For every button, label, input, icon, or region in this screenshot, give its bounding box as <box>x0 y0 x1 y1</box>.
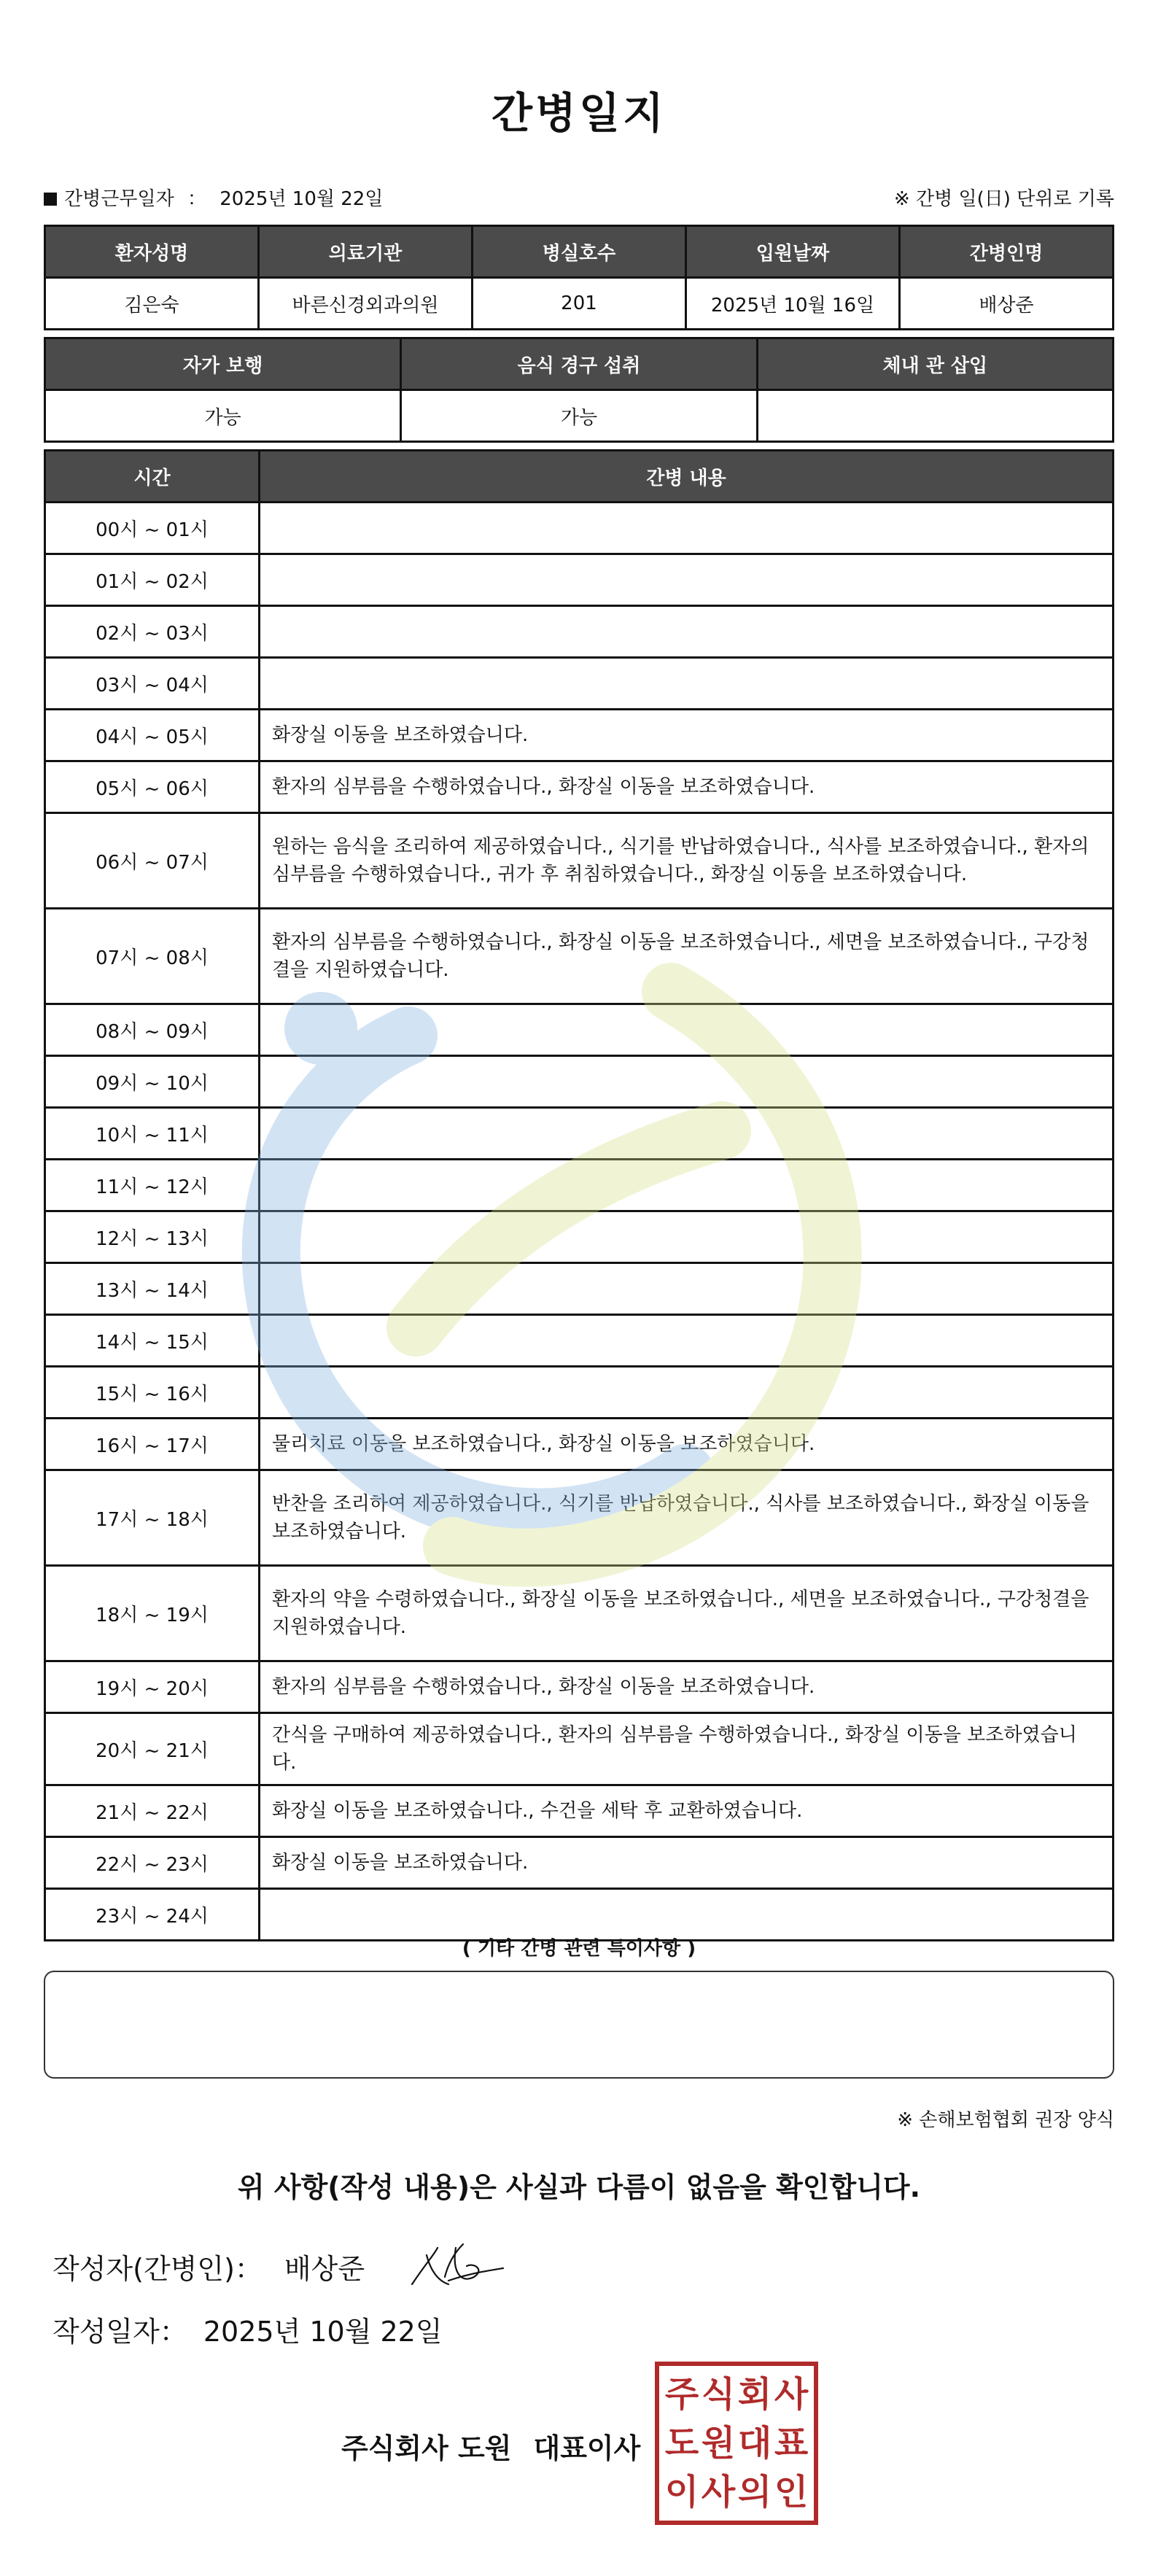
care-log-row <box>45 1004 1114 1056</box>
seal-character: 주 <box>664 2374 699 2416</box>
care-log-time: 23시 ~ 24시 <box>45 1889 260 1941</box>
company-line <box>341 2426 640 2466</box>
patient-status-table <box>44 337 1114 443</box>
care-log-time: 17시 ~ 18시 <box>45 1470 260 1566</box>
care-log-content <box>260 1211 1114 1263</box>
company-seal-stamp <box>655 2362 818 2525</box>
patient-info-table <box>44 225 1114 330</box>
care-log-time: 06시 ~ 07시 <box>45 813 260 909</box>
seal-character: 사 <box>774 2374 809 2416</box>
care-log-content: 원하는 음식을 조리하여 제공하였습니다., 식기를 반납하였습니다., 식사를 보조하였습니다., 환자의 심부름을 수행하였습니다., 귀가 후 취침하였습니다., 화장실 이동을 보조하였습니다. <box>260 813 1114 909</box>
header-oral-intake: 음식 경구 섭취 <box>401 338 757 390</box>
care-log-content <box>260 1367 1114 1419</box>
header-patient-name: 환자성명 <box>45 226 259 278</box>
care-log-content: 환자의 약을 수령하였습니다., 화장실 이동을 보조하였습니다., 세면을 보조하였습니다., 구강청결을 지원하였습니다. <box>260 1566 1114 1661</box>
care-log-content <box>260 1315 1114 1367</box>
oral-intake-status: 가능 <box>401 390 757 442</box>
patient-info-value-row <box>45 278 1114 330</box>
patient-status-value-row <box>45 390 1114 442</box>
care-log-time: 00시 ~ 01시 <box>45 503 260 554</box>
care-log-row <box>45 1889 1114 1941</box>
care-log-content <box>260 1004 1114 1056</box>
walking-status: 가능 <box>45 390 401 442</box>
care-log-content <box>260 554 1114 606</box>
hospital-name: 바른신경외과의원 <box>259 278 473 330</box>
seal-character: 원 <box>701 2422 736 2464</box>
care-log-row <box>45 658 1114 710</box>
writer-label: 작성자(간병인)： <box>53 2253 263 2285</box>
care-log-time: 14시 ~ 15시 <box>45 1315 260 1367</box>
care-log-time: 07시 ~ 08시 <box>45 909 260 1004</box>
care-log-content <box>260 1263 1114 1315</box>
care-log-row <box>45 710 1114 761</box>
care-log-content <box>260 658 1114 710</box>
work-date-separator: ： <box>187 188 206 210</box>
write-date-label: 작성일자： <box>53 2316 187 2348</box>
work-date-line <box>44 184 383 211</box>
care-log-row <box>45 554 1114 606</box>
writer-line <box>53 2246 365 2286</box>
care-log-content <box>260 503 1114 554</box>
care-log-row <box>45 1056 1114 1108</box>
care-log-content <box>260 1889 1114 1941</box>
seal-character: 이 <box>664 2471 699 2513</box>
header-walking: 자가 보행 <box>45 338 401 390</box>
seal-characters <box>664 2370 809 2516</box>
care-log-row <box>45 1785 1114 1837</box>
care-log-row <box>45 1367 1114 1419</box>
care-log-content: 화장실 이동을 보조하였습니다. <box>260 1837 1114 1889</box>
patient-status-header-row <box>45 338 1114 390</box>
care-log-time: 11시 ~ 12시 <box>45 1160 260 1211</box>
care-log-time: 05시 ~ 06시 <box>45 761 260 813</box>
care-log-row <box>45 1315 1114 1367</box>
care-log-time: 02시 ~ 03시 <box>45 606 260 658</box>
care-log-content: 환자의 심부름을 수행하였습니다., 화장실 이동을 보조하였습니다., 세면을 보조하였습니다., 구강청결을 지원하였습니다. <box>260 909 1114 1004</box>
care-log-content <box>260 606 1114 658</box>
header-care-content: 간병 내용 <box>260 451 1114 503</box>
unit-note: ※ 간병 일(日) 단위로 기록 <box>893 188 1114 210</box>
care-log-row <box>45 1263 1114 1315</box>
care-log-content: 화장실 이동을 보조하였습니다. <box>260 710 1114 761</box>
care-log-content: 반찬을 조리하여 제공하였습니다., 식기를 반납하였습니다., 식사를 보조하였습니다., 화장실 이동을 보조하였습니다. <box>260 1470 1114 1566</box>
seal-character: 대 <box>737 2422 772 2464</box>
seal-character: 의 <box>737 2471 772 2513</box>
care-log-content <box>260 1108 1114 1160</box>
care-log-row <box>45 1713 1114 1785</box>
care-log-row <box>45 1661 1114 1713</box>
caregiver-name: 배상준 <box>900 278 1114 330</box>
patient-info-header-row <box>45 226 1114 278</box>
care-log-row <box>45 1160 1114 1211</box>
care-log-row <box>45 909 1114 1004</box>
seal-character: 사 <box>701 2471 736 2513</box>
work-date-value: 2025년 10월 22일 <box>219 188 384 210</box>
care-log-time: 09시 ~ 10시 <box>45 1056 260 1108</box>
write-date-value: 2025년 10월 22일 <box>203 2316 443 2348</box>
care-log-time: 19시 ~ 20시 <box>45 1661 260 1713</box>
care-log-row <box>45 1566 1114 1661</box>
patient-name: 김은숙 <box>45 278 259 330</box>
room-number: 201 <box>473 278 686 330</box>
care-log-header-row <box>45 451 1114 503</box>
care-log-row <box>45 1837 1114 1889</box>
representative-title: 대표이사 <box>533 2432 641 2464</box>
square-bullet-icon <box>44 193 57 206</box>
care-log-time: 13시 ~ 14시 <box>45 1263 260 1315</box>
company-name: 주식회사 도원 <box>341 2432 512 2464</box>
care-log-time: 10시 ~ 11시 <box>45 1108 260 1160</box>
care-log-time: 08시 ~ 09시 <box>45 1004 260 1056</box>
care-log-content: 환자의 심부름을 수행하였습니다., 화장실 이동을 보조하였습니다. <box>260 761 1114 813</box>
care-log-row <box>45 1108 1114 1160</box>
admission-date: 2025년 10월 16일 <box>686 278 900 330</box>
care-log-time: 18시 ~ 19시 <box>45 1566 260 1661</box>
care-log-content: 물리치료 이동을 보조하였습니다., 화장실 이동을 보조하였습니다. <box>260 1419 1114 1470</box>
document-title: 간병일지 <box>491 88 667 138</box>
care-log-time: 20시 ~ 21시 <box>45 1713 260 1785</box>
care-log-time: 21시 ~ 22시 <box>45 1785 260 1837</box>
header-tube-insertion: 체내 관 삽입 <box>757 338 1113 390</box>
care-log-content: 간식을 구매하여 제공하였습니다., 환자의 심부름을 수행하였습니다., 화장실 이동을 보조하였습니다. <box>260 1713 1114 1785</box>
care-log-content <box>260 1056 1114 1108</box>
care-log-time: 03시 ~ 04시 <box>45 658 260 710</box>
seal-character: 표 <box>774 2422 809 2464</box>
care-log-content <box>260 1160 1114 1211</box>
header-caregiver: 간병인명 <box>900 226 1114 278</box>
seal-character: 회 <box>737 2374 772 2416</box>
form-source-note: ※ 손해보험협회 권장 양식 <box>897 2109 1114 2131</box>
special-notes-title: ( 기타 간병 관련 특이사항 ) <box>462 1938 696 1960</box>
care-log-row <box>45 1419 1114 1470</box>
care-log-time: 15시 ~ 16시 <box>45 1367 260 1419</box>
care-log-row <box>45 1211 1114 1263</box>
seal-character: 식 <box>701 2374 736 2416</box>
header-hospital: 의료기관 <box>259 226 473 278</box>
care-log-time: 12시 ~ 13시 <box>45 1211 260 1263</box>
write-date-line <box>53 2309 443 2349</box>
header-room: 병실호수 <box>473 226 686 278</box>
care-log-row <box>45 813 1114 909</box>
writer-name: 배상준 <box>284 2253 365 2285</box>
handwritten-signature-icon <box>405 2233 507 2299</box>
care-log-content: 환자의 심부름을 수행하였습니다., 화장실 이동을 보조하였습니다. <box>260 1661 1114 1713</box>
tube-insertion-status <box>757 390 1113 442</box>
seal-character: 인 <box>774 2471 809 2513</box>
header-admission-date: 입원날짜 <box>686 226 900 278</box>
care-log-time: 16시 ~ 17시 <box>45 1419 260 1470</box>
care-log-time: 01시 ~ 02시 <box>45 554 260 606</box>
care-log-time: 22시 ~ 23시 <box>45 1837 260 1889</box>
confirmation-statement: 위 사항(작성 내용)은 사실과 다름이 없음을 확인합니다. <box>237 2171 921 2203</box>
care-log-row <box>45 503 1114 554</box>
seal-character: 도 <box>664 2422 699 2464</box>
care-log-table <box>44 449 1114 1941</box>
care-log-time: 04시 ~ 05시 <box>45 710 260 761</box>
work-date-label: 간병근무일자 <box>64 188 174 210</box>
header-time: 시간 <box>45 451 260 503</box>
care-log-row <box>45 761 1114 813</box>
care-log-content: 화장실 이동을 보조하였습니다., 수건을 세탁 후 교환하였습니다. <box>260 1785 1114 1837</box>
care-log-row <box>45 1470 1114 1566</box>
care-log-row <box>45 606 1114 658</box>
special-notes-box <box>44 1971 1114 2079</box>
care-log-body <box>45 503 1114 1941</box>
